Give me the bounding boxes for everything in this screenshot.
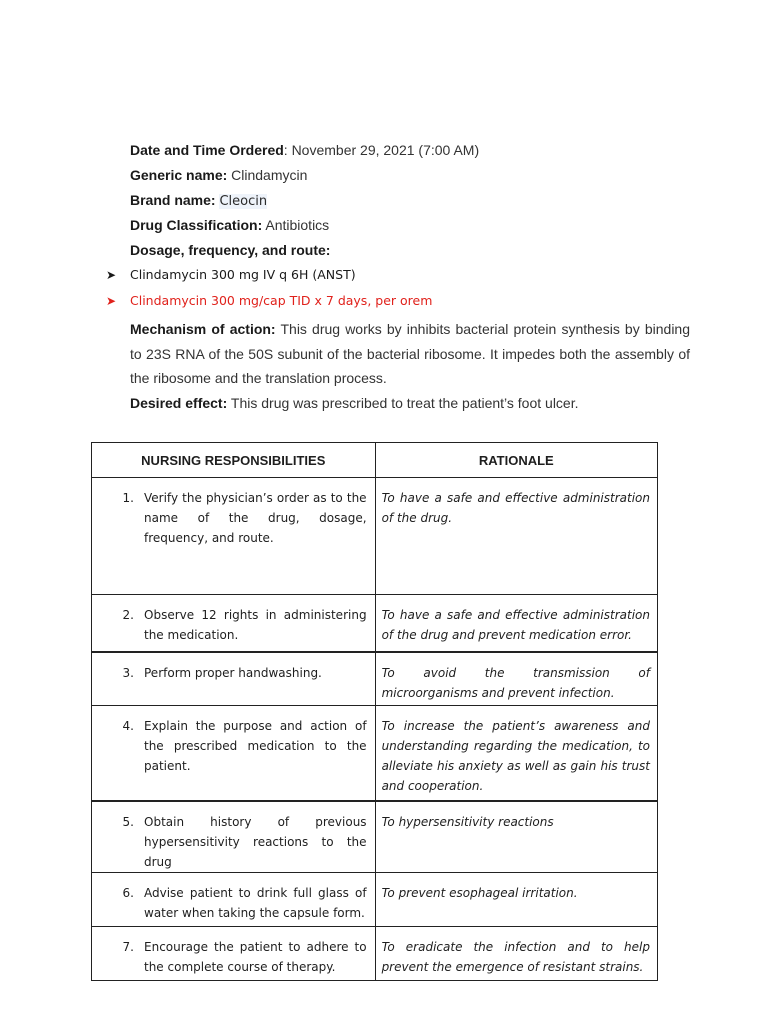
rationale-text: To have a safe and effective administration of the drug. — [381, 491, 650, 525]
rationale-cell — [375, 478, 657, 595]
table-row — [92, 801, 658, 873]
table-row — [92, 652, 658, 706]
responsibility-text: Encourage the patient to adhere to the complete course of therapy. — [144, 939, 367, 974]
rationale-cell — [375, 652, 657, 706]
rationale-header: RATIONALE — [375, 443, 657, 478]
desired-effect — [130, 391, 690, 416]
rationale-cell — [375, 706, 657, 801]
desired-effect-text: This drug was prescribed to treat the patient’s foot ulcer. — [227, 394, 579, 411]
mechanism-text: This drug works by inhibits bacterial protein synthesis by binding to 23S RNA of the 50S subunit of the bacterial ribosome. It impedes both the assembly of the ribosome and the translation process. — [130, 321, 690, 386]
responsibility-text: Obtain history of previous hypersensitivity reactions to the drug — [144, 814, 367, 869]
rationale-text: To eradicate the infection and to help prevent the emergence of resistant strains. — [381, 939, 650, 974]
brand-name-label: Brand name: — [130, 192, 216, 208]
mechanism-label: Mechanism of action: — [130, 321, 276, 337]
brand-name-value: Cleocin — [219, 194, 268, 209]
responsibility-cell — [92, 595, 376, 652]
rationale-text: To have a safe and effective administration of the drug and prevent medication error. — [381, 608, 650, 642]
responsibility-cell — [92, 652, 376, 706]
nursing-responsibilities-header: NURSING RESPONSIBILITIES — [92, 443, 376, 478]
generic-name-value: Clindamycin — [227, 167, 308, 183]
row-number: 3. — [122, 665, 134, 680]
rationale-cell — [375, 595, 657, 652]
date-ordered-line — [130, 140, 690, 165]
date-ordered-value: : November 29, 2021 (7:00 AM) — [283, 142, 480, 158]
responsibility-text: Explain the purpose and action of the prescribed medication to the patient. — [144, 719, 367, 773]
responsibility-cell — [92, 478, 376, 595]
responsibility-cell — [92, 926, 376, 980]
rationale-cell — [375, 926, 657, 980]
rationale-cell — [375, 801, 657, 873]
row-number: 7. — [122, 939, 134, 954]
rationale-text: To increase the patient’s awareness and understanding regarding the medication, to alleviate his anxiety as well as gain his trust and cooperation. — [381, 719, 650, 793]
dosage-heading-line — [130, 240, 690, 265]
dosage-item-text: Clindamycin 300 mg/cap TID x 7 days, per orem — [130, 293, 433, 308]
drug-classification-line — [130, 215, 690, 240]
responsibility-cell — [92, 706, 376, 801]
arrow-bullet-icon: ➤ — [106, 294, 117, 308]
rationale-text: To hypersensitivity reactions — [381, 814, 554, 829]
rationale-text: To prevent esophageal irritation. — [381, 885, 578, 900]
table-header-row — [92, 443, 658, 478]
row-number: 2. — [122, 608, 134, 622]
table-row — [92, 872, 658, 926]
drug-classification-value: Antibiotics — [262, 217, 330, 233]
row-number: 1. — [122, 491, 134, 505]
responsibility-text: Advise patient to drink full glass of water when taking the capsule form. — [144, 885, 367, 920]
dosage-item — [106, 291, 690, 317]
drug-info — [106, 140, 690, 415]
generic-name-line — [130, 165, 690, 190]
brand-name-line — [130, 190, 690, 215]
dosage-item — [106, 265, 690, 291]
desired-effect-label: Desired effect: — [130, 394, 228, 411]
row-number: 5. — [122, 814, 134, 829]
responsibility-cell — [92, 801, 376, 873]
rationale-cell — [375, 872, 657, 926]
table-row — [92, 595, 658, 652]
mechanism-of-action — [130, 317, 690, 391]
responsibility-text: Verify the physician’s order as to the name of the drug, dosage, frequency, and route. — [144, 491, 367, 545]
dosage-item-text: Clindamycin 300 mg IV q 6H (ANST) — [130, 267, 356, 282]
table-row — [92, 926, 658, 980]
generic-name-label: Generic name: — [130, 167, 228, 183]
date-ordered-label: Date and Time Ordered — [130, 142, 284, 158]
drug-classification-label: Drug Classification: — [130, 217, 263, 233]
table-row — [92, 478, 658, 595]
dosage-heading: Dosage, frequency, and route: — [130, 242, 331, 258]
responsibility-text: Observe 12 rights in administering the medication. — [144, 608, 367, 642]
row-number: 6. — [122, 885, 134, 900]
rationale-text: To avoid the transmission of microorganisms and prevent infection. — [381, 665, 650, 700]
row-number: 4. — [122, 719, 134, 733]
arrow-bullet-icon: ➤ — [106, 268, 117, 282]
nursing-responsibilities-table — [91, 442, 658, 981]
responsibility-cell — [92, 872, 376, 926]
table-row — [92, 706, 658, 801]
responsibility-text: Perform proper handwashing. — [144, 665, 322, 680]
